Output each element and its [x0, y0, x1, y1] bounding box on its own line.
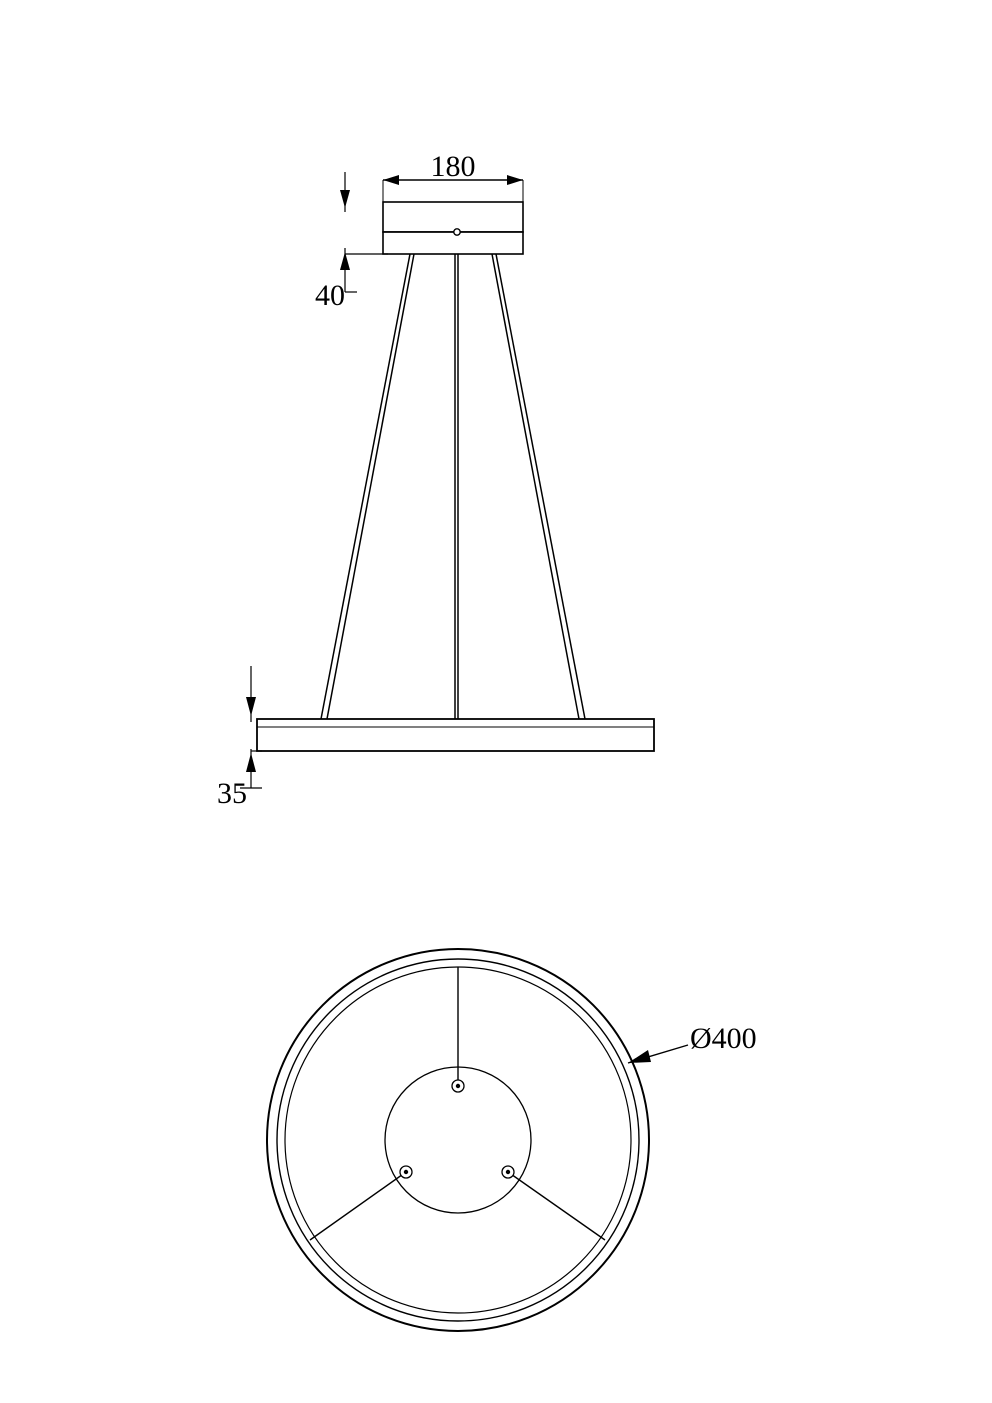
- dimension-canopy-height: [315, 172, 388, 312]
- dimension-label-canopy-width: 180: [430, 150, 476, 183]
- dimension-label-canopy-height: 40: [315, 279, 345, 312]
- dimension-canopy-width: [383, 150, 523, 205]
- suspension-cables: [321, 254, 585, 719]
- front-elevation-view: [217, 150, 654, 810]
- dimension-ring-diameter: [628, 1022, 757, 1063]
- ceiling-canopy: [383, 202, 523, 254]
- dimension-label-ring-diameter: Ø400: [690, 1022, 757, 1055]
- dimension-label-ring-height: 35: [217, 777, 247, 810]
- ring-profile: [257, 719, 654, 751]
- bottom-plan-view: [267, 949, 757, 1331]
- dimension-ring-height: [217, 666, 262, 810]
